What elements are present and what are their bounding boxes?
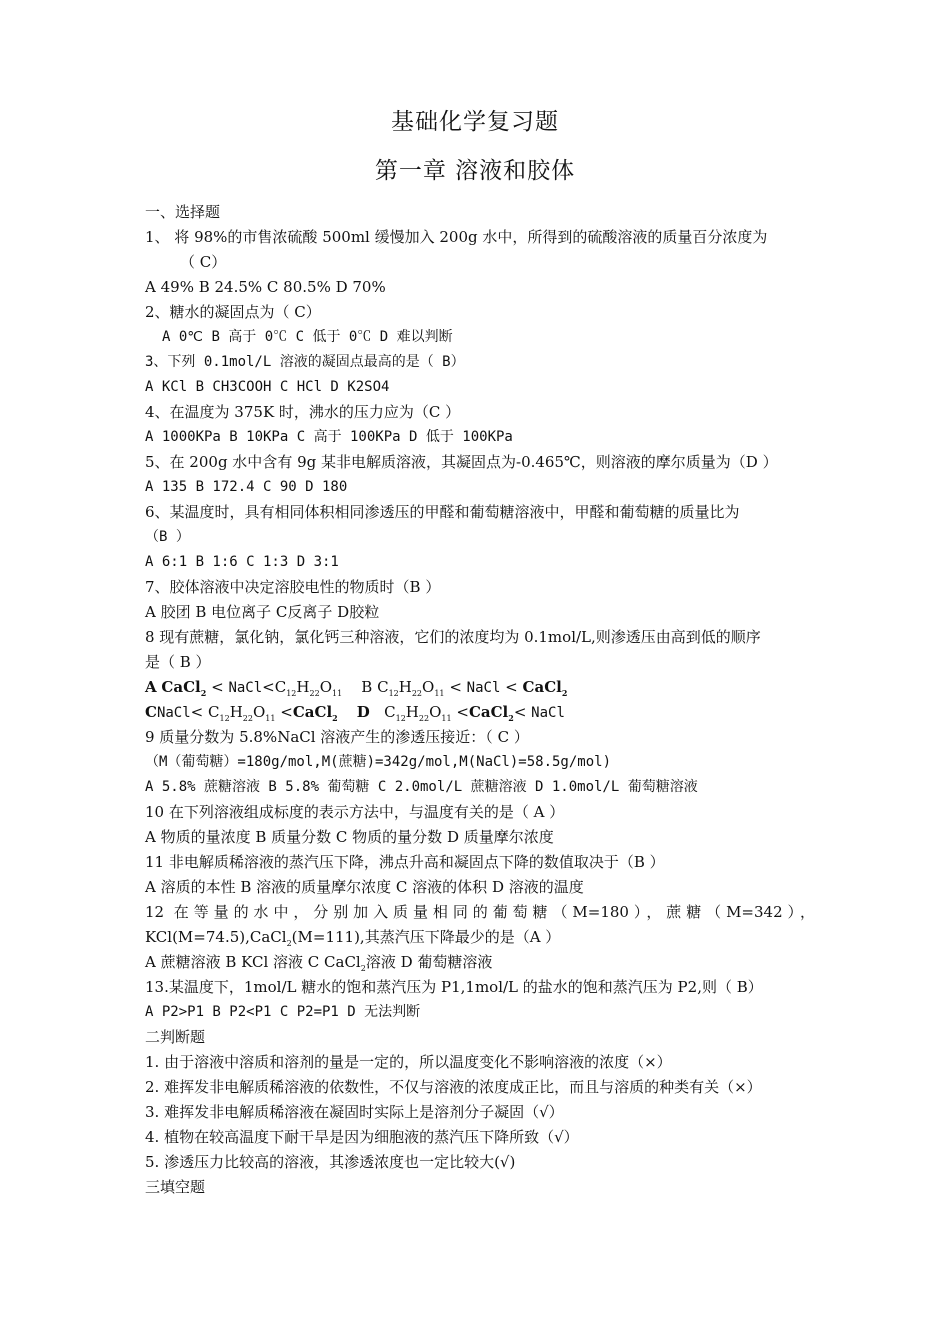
question-3-options: A KCl B CH3COOH C HCl D K2SO4 <box>145 379 390 395</box>
question-5-stem: 5、在 200g 水中含有 9g 某非电解质溶液，其凝固点为-0.465℃，则溶液的摩尔质量为（D ） <box>145 453 778 471</box>
judge-item: 3. 难挥发非电解质稀溶液在凝固时实际上是溶剂分子凝固（√） <box>145 1103 564 1121</box>
question-1-options: A 49% B 24.5% C 80.5% D 70% <box>145 278 386 296</box>
question-4-options: A 1000KPa B 10KPa C 高于 100KPa D 低于 100KPa <box>145 429 513 445</box>
question-4-stem: 4、在温度为 375K 时，沸水的压力应为（C ） <box>145 403 461 421</box>
question-13-stem: 13.某温度下，1mol/L 糖水的饱和蒸汽压为 P1,1mol/L 的盐水的饱和蒸汽压为 P2,则（ B） <box>145 978 763 996</box>
formula-sucrose: $C_{12}H_{22}O_{11}$ <box>377 678 445 698</box>
question-6-answer: （B ） <box>145 529 190 545</box>
question-10-options: A 物质的量浓度 B 质量分数 C 物质的量分数 D 质量摩尔浓度 <box>145 828 554 846</box>
question-7-options: A 胶团 B 电位离子 C反离子 D胶粒 <box>145 603 380 621</box>
question-9-note: （M（葡萄糖）=180g/mol,M(蔗糖)=342g/mol,M(NaCl)=58.5g/mol) <box>145 754 612 770</box>
judge-item: 4. 植物在较高温度下耐干旱是因为细胞液的蒸汽压下降所致（√） <box>145 1128 579 1146</box>
question-12-options: A 蔗糖溶液 B KCl 溶液 C CaCl$_2$溶液 D 葡萄糖溶液 <box>145 953 493 973</box>
formula-sucrose: $C_{12}H_{22}O_{11}$ <box>208 703 276 723</box>
formula-sucrose: $C_{12}H_{22}O_{11}$ <box>384 703 452 723</box>
option-d-label: D <box>356 703 370 721</box>
formula-cacl2: CaCl$_2$ <box>522 678 568 698</box>
option-b-label: B <box>361 678 373 696</box>
question-8-options-cd: CNaCl< $C_{12}H_{22}O_{11}$ <CaCl$_2$ D $C_{12}H_{22}O_{11}$ <CaCl$_2$< NaCl <box>145 703 565 723</box>
section-heading-choice: 一、选择题 <box>145 203 221 221</box>
question-11-options: A 溶质的本性 B 溶液的质量摩尔浓度 C 溶液的体积 D 溶液的温度 <box>145 878 584 896</box>
question-8-stem: 8 现有蔗糖，氯化钠，氯化钙三种溶液，它们的浓度均为 0.1mol/L,则渗透压由高到低的顺序 <box>145 628 761 646</box>
formula-sucrose: $C_{12}H_{22}O_{11}$ <box>274 678 343 698</box>
question-9-options: A 5.8% 蔗糖溶液 B 5.8% 葡萄糖 C 2.0mol/L 蔗糖溶液 D 1.0mol/L 葡萄糖溶液 <box>145 779 698 795</box>
question-6-options: A 6:1 B 1:6 C 1:3 D 3:1 <box>145 554 339 570</box>
question-10-stem: 10 在下列溶液组成标度的表示方法中，与温度有关的是（ A ） <box>145 803 565 821</box>
question-8-options-ab: A CaCl$_2$ < $NaCl<C_{12}H_{22}O_{11}$ B $C_{12}H_{22}O_{11}$ < NaCl < CaCl$_2$ <box>145 678 568 698</box>
question-3-stem: 3、下列 0.1mol/L 溶液的凝固点最高的是（ B） <box>145 354 465 370</box>
question-5-options: A 135 B 172.4 C 90 D 180 <box>145 479 348 495</box>
question-7-stem: 7、胶体溶液中决定溶胶电性的物质时（B ） <box>145 578 441 596</box>
formula-cacl2: CaCl$_2$ <box>468 703 514 723</box>
question-1-stem: 1、 将 98%的市售浓硫酸 500ml 缓慢加入 200g 水中，所得到的硫酸溶液的质量百分浓度为 <box>145 228 768 246</box>
question-12-stem-cont: KCl(M=74.5),CaCl$_2$(M=111),其蒸汽压下降最少的是（A ） <box>145 928 561 948</box>
question-6-stem: 6、某温度时，具有相同体积相同渗透压的甲醛和葡萄糖溶液中，甲醛和葡萄糖的质量比为 <box>145 503 740 521</box>
question-8-answer: 是（ B ） <box>145 653 211 671</box>
question-2-options: A 0℃ B 高于 0℃ C 低于 0℃ D 难以判断 <box>162 329 453 345</box>
formula-cacl2: CaCl$_2$ <box>292 703 338 723</box>
question-1-answer: （ C） <box>180 253 227 271</box>
question-12-stem: 12 在等量的水中，分别加入质量相同的葡萄糖（M=180），蔗糖（M=342）， <box>145 903 815 921</box>
section-heading-fill: 三填空题 <box>145 1178 206 1196</box>
section-heading-judge: 二判断题 <box>145 1028 206 1046</box>
judge-item: 2. 难挥发非电解质稀溶液的依数性，不仅与溶液的浓度成正比，而且与溶质的种类有关（×） <box>145 1078 762 1096</box>
chapter-title: 第一章 溶液和胶体 <box>374 158 576 184</box>
question-13-options: A P2>P1 B P2<P1 C P2=P1 D 无法判断 <box>145 1004 421 1020</box>
option-a-label: A <box>145 678 157 696</box>
judge-item: 1. 由于溶液中溶质和溶剂的量是一定的，所以温度变化不影响溶液的浓度（×） <box>145 1053 672 1071</box>
judge-item: 5. 渗透压力比较高的溶液，其渗透浓度也一定比较大(√) <box>145 1153 516 1171</box>
formula-cacl2: CaCl$_2$ <box>161 678 207 698</box>
document-title: 基础化学复习题 <box>391 109 559 135</box>
option-c-label: C <box>145 703 157 721</box>
question-9-stem: 9 质量分数为 5.8%NaCl 溶液产生的渗透压接近：（ C ） <box>145 728 529 746</box>
question-2-stem: 2、糖水的凝固点为（ C） <box>145 303 321 321</box>
question-11-stem: 11 非电解质稀溶液的蒸汽压下降，沸点升高和凝固点下降的数值取决于（B ） <box>145 853 665 871</box>
